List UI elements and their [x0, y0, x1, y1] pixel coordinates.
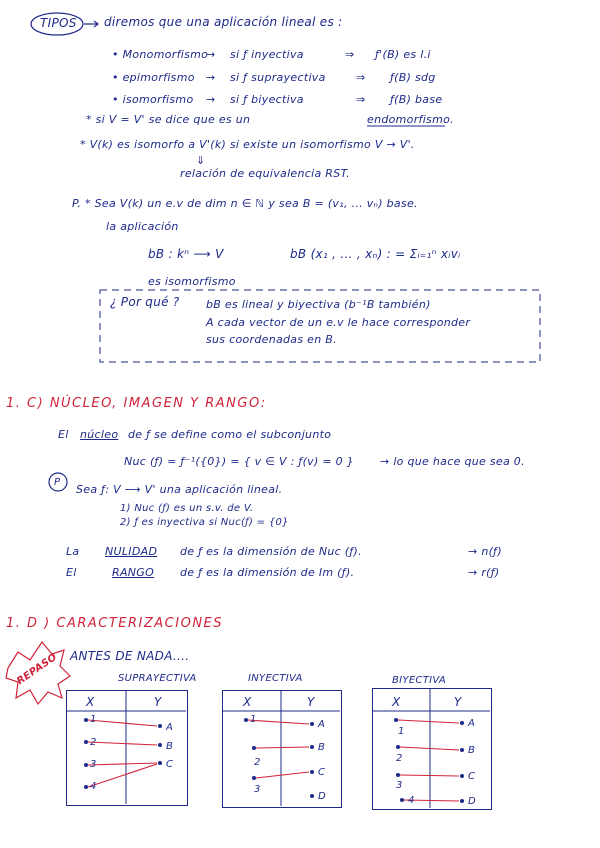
t1-y-header: Y	[154, 695, 162, 709]
t3-right: C	[468, 771, 476, 782]
t2-left: 3	[254, 784, 261, 795]
t3-right: A	[468, 718, 476, 729]
nul-term: NULIDAD	[105, 545, 158, 558]
nuc-tail: → lo que hace que sea 0.	[380, 455, 525, 468]
t3-left: 3	[396, 780, 403, 791]
rango-term: RANGO	[112, 566, 155, 579]
prop-iso: es isomorfismo	[148, 275, 236, 288]
prop-why3: sus coordenadas en B.	[206, 333, 337, 346]
prop-why: ¿ Por qué ?	[110, 295, 180, 309]
section-c-title: 1. C) NÚCLEO, IMAGEN Y RANGO:	[6, 396, 267, 411]
table-title-suprayectiva: SUPRAYECTIVA	[118, 673, 197, 684]
p-badge: P	[54, 477, 61, 488]
repaso-stamp: REPASO	[15, 651, 60, 688]
tipos-row-name: • epimorfismo	[112, 71, 195, 84]
tipos-row-cond: si ƒ inyectiva	[230, 48, 304, 61]
def-prefix: El	[58, 428, 69, 441]
tipos-row-arrow: →	[206, 71, 216, 84]
t3-right: D	[468, 796, 477, 807]
t1-right: B	[166, 741, 174, 752]
tipos-row-cond: si ƒ suprayectiva	[230, 71, 326, 84]
t3-x-header: X	[392, 695, 401, 709]
t1-right: A	[166, 722, 174, 733]
tipos-row-impl: ⇒	[356, 71, 366, 84]
prop-why2: A cada vector de un e.v le hace corresponder	[206, 316, 471, 329]
tipos-row-res: ƒ'(B) es l.i	[375, 48, 431, 61]
tipos-row-name: • isomorfismo	[112, 93, 194, 106]
nuc-def: Nuc (ƒ) = ƒ⁻¹({0}) = { v ∈ V : ƒ(v) = 0 }	[124, 455, 355, 468]
t2-right: C	[318, 767, 326, 778]
t1-left: 4	[90, 781, 97, 792]
t2-left: 1	[250, 714, 257, 725]
tipos-row-name: • Monomorfismo	[112, 48, 209, 61]
t2-left: 2	[254, 757, 261, 768]
t3-left: 2	[396, 753, 403, 764]
rango-pre: El	[66, 566, 77, 579]
rango-rest: de ƒ es la dimensión de Im (ƒ).	[180, 566, 355, 579]
table-title-inyectiva: INYECTIVA	[248, 673, 303, 684]
prop-line2: la aplicación	[106, 220, 179, 233]
t1-left: 1	[90, 714, 97, 725]
endo-line: * si V = V' se dice que es un	[86, 113, 251, 126]
tipos-row-cond: si ƒ biyectiva	[230, 93, 304, 106]
def-rest: de ƒ se define como el subconjunto	[128, 428, 332, 441]
prop-why1: bB es lineal y biyectiva (b⁻¹B también)	[206, 298, 431, 311]
nul-tail: → n(ƒ)	[468, 545, 502, 558]
t1-left: 2	[90, 737, 97, 748]
p-line: Sea ƒ: V ⟶ V' una aplicación lineal.	[76, 483, 283, 496]
tipos-row-impl: ⇒	[345, 48, 355, 61]
prop-head: P. * Sea V(k) un e.v de dim n ∈ ℕ y sea B = (v₁, ... vₙ) base.	[72, 197, 418, 210]
t1-x-header: X	[86, 695, 95, 709]
section-d-title: 1. D ) CARACTERIZACIONES	[6, 616, 224, 631]
t3-left: 4	[408, 795, 415, 806]
tipos-row-res: ƒ(B) base	[390, 93, 443, 106]
t2-right: D	[318, 791, 327, 802]
tipos-row-impl: ⇒	[356, 93, 366, 106]
nul-pre: La	[66, 545, 80, 558]
endo-term: endomorfismo.	[367, 113, 454, 126]
t3-left: 1	[398, 726, 405, 737]
iso-line: * V(k) es isomorfo a V'(k) si existe un isomorfismo V → V'.	[80, 138, 415, 151]
t2-right: A	[318, 719, 326, 730]
rango-tail: → r(ƒ)	[468, 566, 500, 579]
tipos-row-arrow: →	[206, 93, 216, 106]
p-item-1: 1) Nuc (ƒ) es un s.v. de V.	[120, 503, 254, 514]
prop-formula-left: bB : kⁿ ⟶ V	[148, 247, 224, 261]
iso-arrow: ⇓	[196, 154, 206, 167]
p-item-2: 2) ƒ es inyectiva si Nuc(ƒ) = {0}	[120, 517, 289, 528]
t3-right: B	[468, 745, 476, 756]
tipos-intro: diremos que una aplicación lineal es :	[104, 15, 343, 29]
tipos-row-res: ƒ(B) sdg	[390, 71, 436, 84]
t1-left: 3	[90, 759, 97, 770]
prop-formula-right: bB (x₁ , ... , xₙ) : = Σᵢ₌₁ⁿ xᵢvᵢ	[290, 247, 461, 261]
iso-rel: relación de equivalencia RST.	[180, 167, 351, 180]
t3-y-header: Y	[454, 695, 462, 709]
tipos-badge: TIPOS	[40, 16, 77, 30]
nul-rest: de ƒ es la dimensión de Nuc (ƒ).	[180, 545, 362, 558]
tipos-row-arrow: →	[206, 48, 216, 61]
t2-y-header: Y	[307, 695, 315, 709]
antes-de-nada: ANTES DE NADA....	[70, 649, 190, 663]
t2-right: B	[318, 742, 326, 753]
def-term: núcleo	[80, 428, 119, 441]
t2-x-header: X	[243, 695, 252, 709]
t1-right: C	[166, 759, 174, 770]
table-title-biyectiva: BIYECTIVA	[392, 675, 446, 686]
